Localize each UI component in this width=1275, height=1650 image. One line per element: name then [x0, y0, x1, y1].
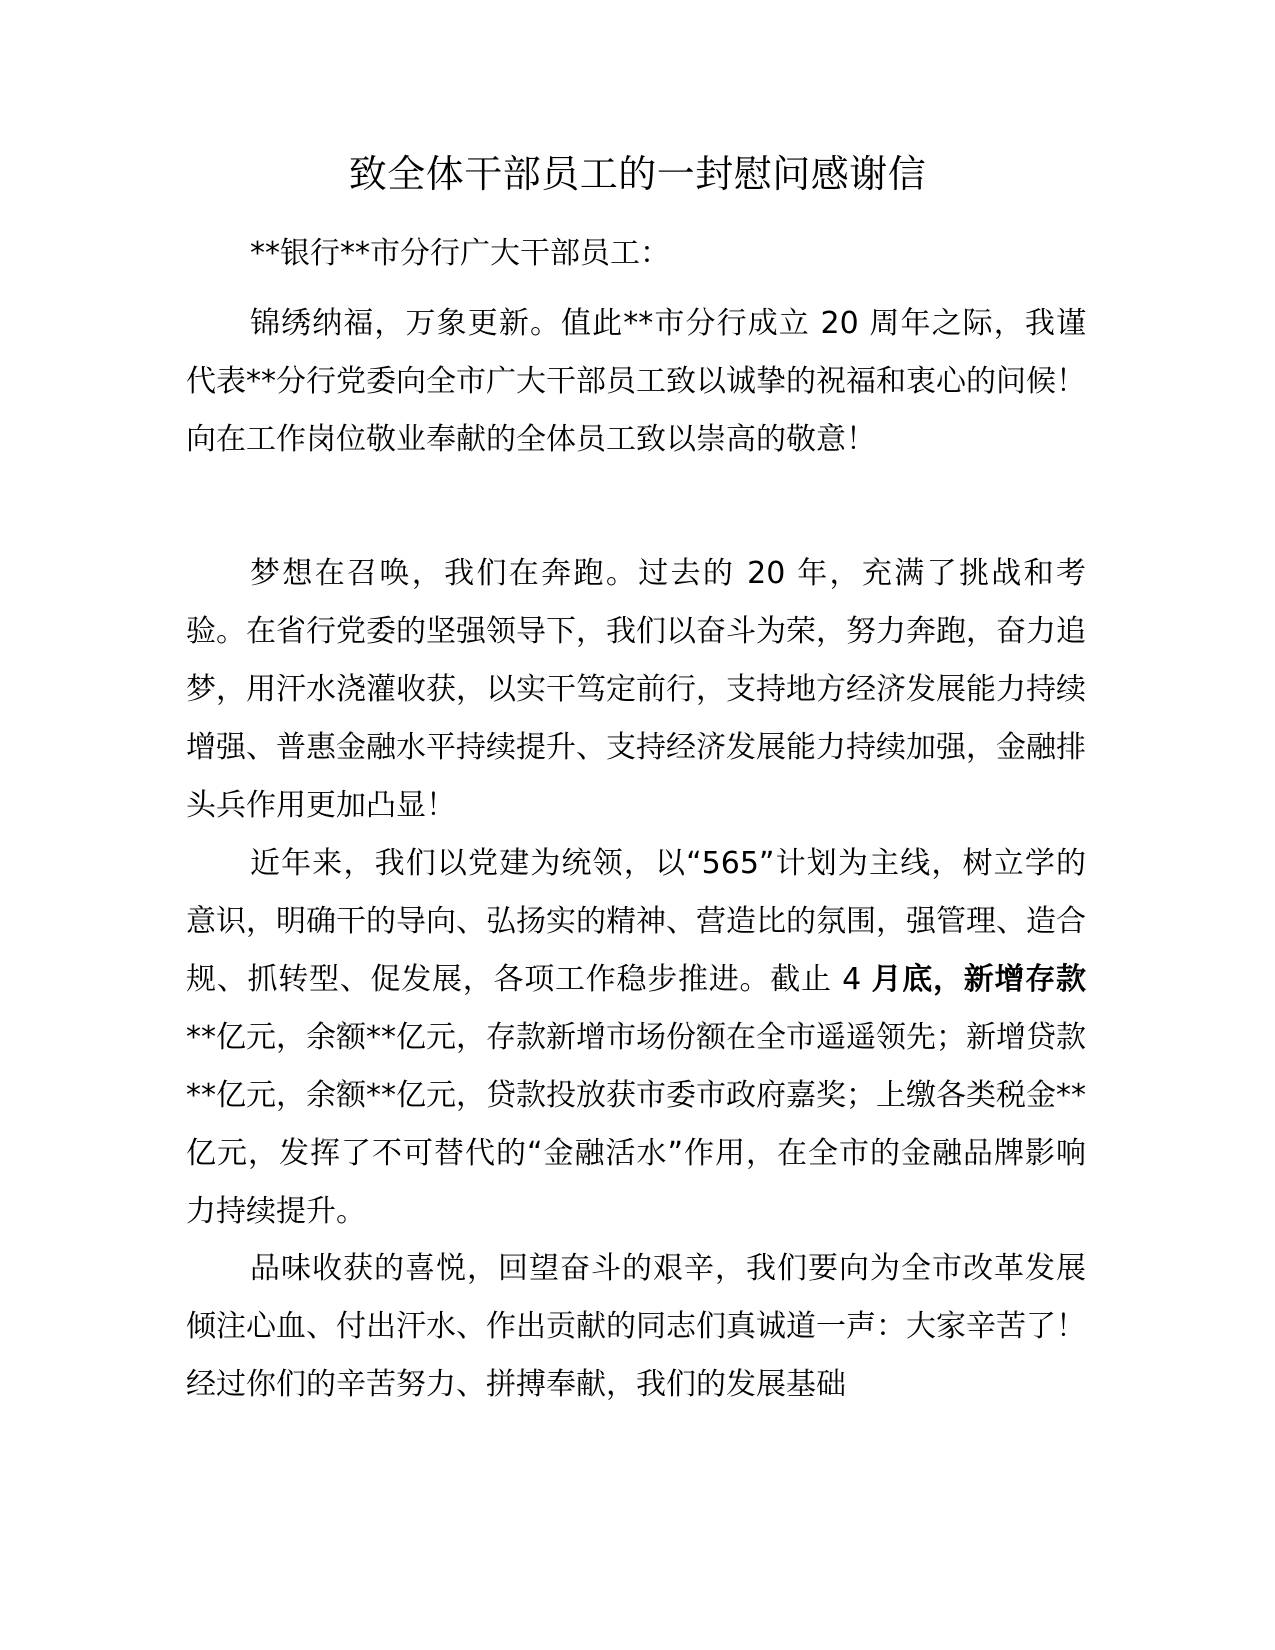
paragraph-1: 锦绣纳福，万象更新。值此**市分行成立 20 周年之际，我谨代表**分行党委向全市广大干部员工致以诚挚的祝福和衷心的问候！向在工作岗位敬业奉献的全体员工致以崇高的敬意！: [186, 306, 1086, 457]
letter-title: 致全体干部员工的一封慰问感谢信: [348, 152, 927, 196]
paragraph-3: [186, 835, 1086, 1241]
paragraph-2: 梦想在召唤，我们在奔跑。过去的 20 年，充满了挑战和考验。在省行党委的坚强领导下，我们以奋斗为荣，努力奔跑，奋力追梦，用汗水浇灌收获，以实干笃定前行，支持地方经济发展能力持续增强、普惠金融水平持续提升、支持经济发展能力持续加强，金融排头兵作用更加凸显！: [186, 556, 1086, 823]
letter-salutation: **银行**市分行广大干部员工：: [250, 236, 670, 271]
paragraph-3-text-a: 近年来，我们以党建为统领，以“565”计划为主线，树立学的意识，明确干的导向、弘扬实的精神、营造比的氛围，强管理、造合规、抓转型、促发展，各项工作稳步推进。截止 4: [186, 846, 1086, 997]
paragraph-3-text-b: **亿元，余额**亿元，存款新增市场份额在全市遥遥领先；新增贷款**亿元，余额**亿元，贷款投放获市委市政府嘉奖；上缴各类税金**亿元，发挥了不可替代的“金融活水”作用，在全市的金融品牌影响力持续提升。: [186, 1020, 1086, 1229]
paragraph-3-bold-text: 月底，新增存款: [871, 962, 1087, 997]
paragraph-4: 品味收获的喜悦，回望奋斗的艰辛，我们要向为全市改革发展倾注心血、付出汗水、作出贡献的同志们真诚道一声：大家辛苦了！经过你们的辛苦努力、拼搏奉献，我们的发展基础: [186, 1251, 1086, 1402]
